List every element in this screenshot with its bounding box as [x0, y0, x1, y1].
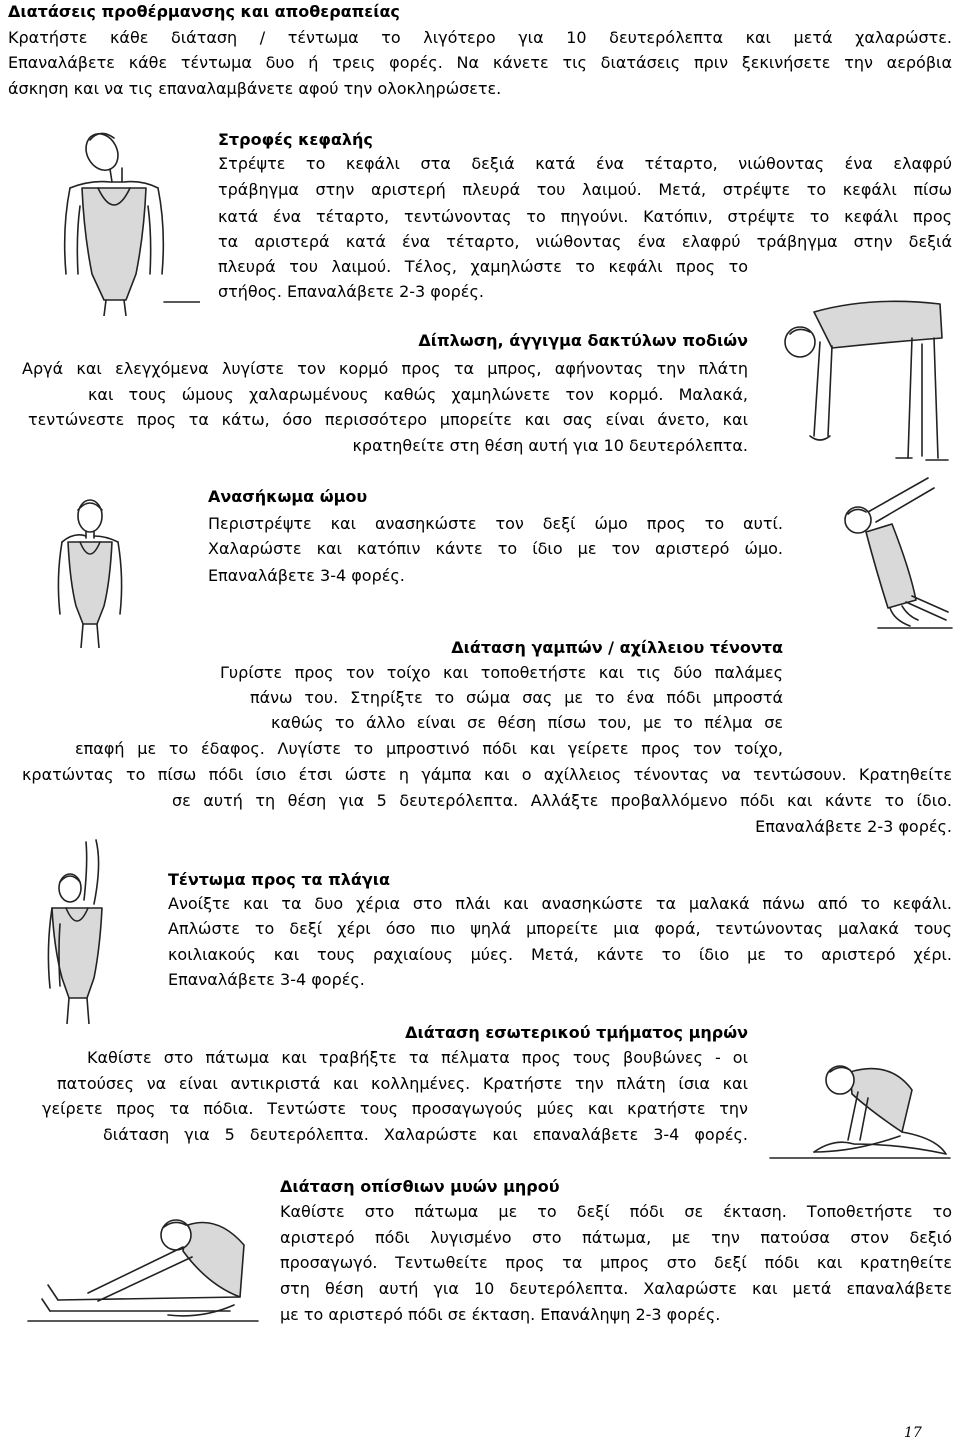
shoulder-shrug-text-line: Επαναλάβετε 3-4 φορές. — [208, 566, 405, 585]
inner-thigh-text-line: διάταση για 5 δευτερόλεπτα. Χαλαρώστε και επαναλάβετε 3-4 φορές. — [103, 1125, 748, 1144]
head-turns-text-line: πλευρά του λαιμού. Τέλος, χαμηλώστε το κεφάλι προς το — [218, 257, 748, 276]
inner-thigh-text-line: Καθίστε στο πάτωμα και τραβήξτε τα πέλματα προς τους βουβώνες - οι — [87, 1048, 748, 1067]
section-heading-calf-stretch: Διάταση γαμπών / αχίλλειου τένοντα — [451, 638, 783, 657]
page-number: 17 — [904, 1425, 922, 1441]
section-heading-shoulder-shrug: Ανασήκωμα ώμου — [208, 487, 368, 506]
calf-stretch-text-line: καθώς το άλλο είναι σε θέση πίσω του, με το πέλμα σε — [271, 713, 783, 732]
hamstring-text-line: στη θέση αυτή για 10 δευτερόλεπτα. Χαλαρώστε και μετά επαναλάβετε — [280, 1279, 952, 1298]
shoulder-shrug-text-line: Χαλαρώστε και κατόπιν κάντε το ίδιο με τον αριστερό ώμο. — [208, 539, 783, 558]
head-turns-text-line: κατά ένα τέταρτο, τεντώνοντας το πηγούνι. Κατόπιν, στρέψτε το κεφάλι προς — [218, 207, 952, 226]
side-stretch-illustration — [22, 838, 144, 1024]
section-heading-hamstring: Διάταση οπίσθιων μυών μηρού — [280, 1177, 560, 1196]
document-title: Διατάσεις προθέρμανσης και αποθεραπείας — [8, 2, 400, 21]
intro-line: άσκηση και να τις επαναλαμβάνετε αφού την ολοκληρώσετε. — [8, 79, 502, 98]
inner-thigh-text-line: γείρετε προς τα πόδια. Τεντώστε τους προσαγωγούς μύες και κρατήστε την — [42, 1099, 748, 1118]
head-turns-text-line: τράβηγμα στην αριστερή πλευρά του λαιμού. Μετά, στρέψτε το κεφάλι πίσω — [218, 180, 952, 199]
toe-touch-text-line: Αργά και ελεγχόμενα λυγίστε τον κορμό προς τα μπρος, αφήνοντας την πλάτη — [22, 359, 748, 378]
toe-touch-illustration — [770, 286, 955, 464]
head-turns-text-line: Στρέψτε το κεφάλι στα δεξιά κατά ένα τέταρτο, νιώθοντας ένα ελαφρύ — [218, 154, 952, 173]
intro-line: Επαναλάβετε κάθε τέντωμα δυο ή τρεις φορές. Να κάνετε τις διατάσεις πριν ξεκινήσετε την αερόβια — [8, 53, 952, 72]
hamstring-text-line: αριστερό πόδι λυγισμένο στο πάτωμα, με την πατούσα στον δεξιό — [280, 1228, 952, 1247]
toe-touch-text-line: κρατηθείτε στη θέση αυτή για 10 δευτερόλεπτα. — [352, 436, 748, 455]
calf-stretch-text-line: επαφή με το έδαφος. Λυγίστε το μπροστινό πόδι και γείρετε προς τον τοίχο, — [75, 739, 783, 758]
shoulder-shrug-illustration — [42, 496, 138, 648]
shoulder-shrug-text-line: Περιστρέψτε και ανασηκώστε τον δεξί ώμο προς το αυτί. — [208, 514, 783, 533]
hamstring-text-line: με το αριστερό πόδι σε έκταση. Επανάληψη 2-3 φορές. — [280, 1305, 721, 1324]
hamstring-text-line: Καθίστε στο πάτωμα με το δεξί πόδι σε έκταση. Τοποθετήστε το — [280, 1202, 952, 1221]
side-stretch-text-line: Απλώστε το δεξί χέρι όσο πιο ψηλά μπορείτε μια φορά, τεντώνοντας μαλακά τους — [168, 919, 952, 938]
hamstring-stretch-illustration — [18, 1205, 263, 1323]
head-turn-illustration — [40, 124, 200, 316]
side-stretch-text-line: κοιλιακούς και τους ραχιαίους μύες. Μετά, κάντε το ίδιο με το αριστερό χέρι. — [168, 945, 952, 964]
intro-line: Κρατήστε κάθε διάταση / τέντωμα το λιγότερο για 10 δευτερόλεπτα και μετά χαλαρώστε. — [8, 28, 952, 47]
calf-stretch-illustration — [818, 470, 953, 630]
section-heading-head-turns: Στροφές κεφαλής — [218, 130, 373, 149]
side-stretch-text-line: Επαναλάβετε 3-4 φορές. — [168, 970, 365, 989]
toe-touch-text-line: και τους ώμους χαλαρωμένους καθώς χαμηλώνετε τον κορμό. Μαλακά, — [88, 385, 748, 404]
section-heading-side-stretch: Τέντωμα προς τα πλάγια — [168, 870, 390, 889]
hamstring-text-line: προσαγωγό. Τεντωθείτε προς τα μπρος στο δεξί πόδι και κρατηθείτε — [280, 1253, 952, 1272]
calf-stretch-text-line: Γυρίστε προς τον τοίχο και τοποθετήστε και τις δύο παλάμες — [220, 663, 783, 682]
head-turns-text-line: τα αριστερά κατά ένα τέταρτο, νιώθοντας ένα ελαφρύ τράβηγμα στην δεξιά — [218, 232, 952, 251]
section-heading-inner-thigh: Διάταση εσωτερικού τμήματος μηρών — [405, 1023, 748, 1042]
calf-stretch-text-line: σε αυτή τη θέση για 5 δευτερόλεπτα. Αλλάξτε προβαλλόμενο πόδι και κάντε το ίδιο. — [172, 791, 952, 810]
section-heading-toe-touch: Δίπλωση, άγγιγμα δακτύλων ποδιών — [418, 331, 748, 350]
inner-thigh-text-line: πατούσες να είναι αντικριστά και κολλημένες. Κρατήστε την πλάτη ίσια και — [57, 1074, 748, 1093]
inner-thigh-stretch-illustration — [750, 1040, 952, 1162]
side-stretch-text-line: Ανοίξτε και τα δυο χέρια στο πλάι και ανασηκώστε τα μαλακά πάνω από το κεφάλι. — [168, 894, 952, 913]
calf-stretch-text-line: πάνω του. Στηρίξτε το σώμα σας με το ένα πόδι μπροστά — [250, 688, 783, 707]
toe-touch-text-line: τεντώνεστε προς τα κάτω, όσο περισσότερο μπορείτε και σας είναι άνετο, και — [28, 410, 748, 429]
calf-stretch-text-line: Επαναλάβετε 2-3 φορές. — [755, 817, 952, 836]
head-turns-text-line: στήθος. Επαναλάβετε 2-3 φορές. — [218, 282, 484, 301]
calf-stretch-text-line: κρατώντας το πίσω πόδι ίσιο έτσι ώστε η γάμπα και ο αχίλλειος τένοντας να τεντώσουν. Κρατηθείτε — [22, 765, 952, 784]
